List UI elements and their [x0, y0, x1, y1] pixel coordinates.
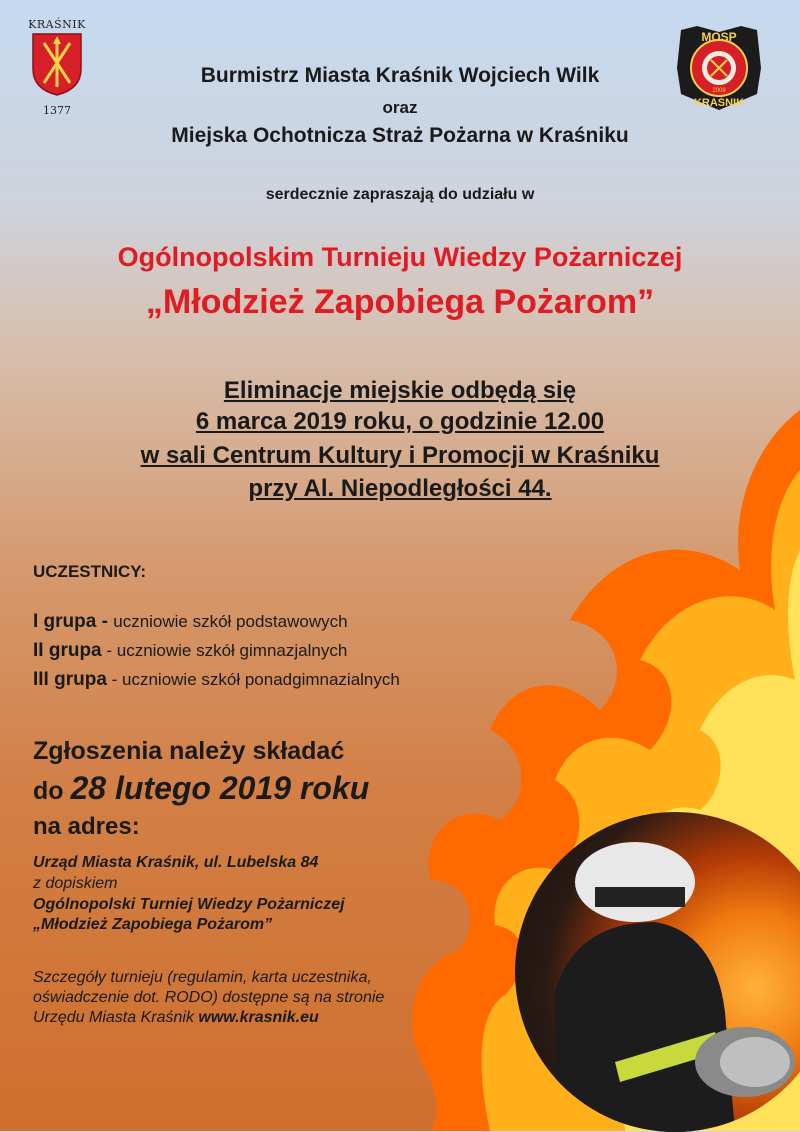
- elimination-address: przy Al. Niepodległości 44.: [248, 475, 552, 502]
- group-name: II grupa: [33, 640, 102, 661]
- note-label: z dopiskiem: [33, 875, 118, 892]
- deadline-prefix: do: [33, 777, 71, 805]
- crest-name: KRAŚNIK: [28, 18, 86, 31]
- office-address: Urząd Miasta Kraśnik, ul. Lubelska 84: [33, 854, 319, 871]
- mosp-bottom-text: KRAŚNIK: [693, 97, 745, 109]
- header-and: oraz: [382, 98, 418, 117]
- details-body: Szczegóły turnieju (regulamin, karta uczestnika, oświadczenie dot. RODO) dostępne są na stronie Urzędu Miasta Kraśnik: [33, 969, 385, 1026]
- submission-address-label: na adres:: [33, 813, 140, 840]
- participants-heading: UCZESTNICY:: [33, 562, 147, 581]
- mosp-year: 2008: [712, 88, 726, 94]
- tournament-name: Ogólnopolskim Turnieju Wiedzy Pożarniczej: [117, 242, 683, 272]
- elimination-venue: w sali Centrum Kultury i Promocji w Kraśniku: [140, 442, 660, 469]
- deadline-date: 28 lutego 2019 roku: [70, 770, 370, 806]
- header-mayor: Burmistrz Miasta Kraśnik Wojciech Wilk: [200, 64, 600, 87]
- group-desc: uczniowie szkół ponadgimnazialnych: [122, 670, 400, 689]
- details-text: [33, 968, 393, 1028]
- website-link[interactable]: www.krasnik.eu: [198, 1009, 319, 1026]
- group-item: [33, 611, 348, 633]
- mosp-top-text: MOSP: [701, 30, 737, 44]
- group-sep: -: [106, 670, 123, 689]
- group-desc: uczniowie szkół podstawowych: [113, 612, 348, 631]
- group-name: III grupa: [33, 669, 107, 690]
- invite-text: serdecznie zapraszają do udziału w: [265, 186, 535, 203]
- group-item: [33, 669, 400, 691]
- group-sep: -: [96, 611, 114, 632]
- group-desc: uczniowie szkół gimnazjalnych: [116, 641, 348, 660]
- elimination-line-1: Eliminacje miejskie odbędą się: [223, 377, 577, 404]
- group-name: I grupa: [33, 611, 97, 632]
- envelope-title: Ogólnopolski Turniej Wiedzy Pożarniczej „Młodzież Zapobiega Pożarom”: [33, 896, 345, 933]
- crest-year: 1377: [43, 104, 71, 117]
- submission-heading: Zgłoszenia należy składać: [33, 737, 345, 765]
- header-fire-brigade: Miejska Ochotnicza Straż Pożarna w Kraśniku: [171, 124, 629, 147]
- group-item: [33, 640, 347, 662]
- submission-deadline: [33, 770, 369, 807]
- elimination-date: 6 marca 2019 roku, o godzinie 12.00: [195, 408, 605, 435]
- tournament-motto: „Młodzież Zapobiega Pożarom”: [145, 283, 655, 321]
- group-sep: -: [101, 641, 117, 660]
